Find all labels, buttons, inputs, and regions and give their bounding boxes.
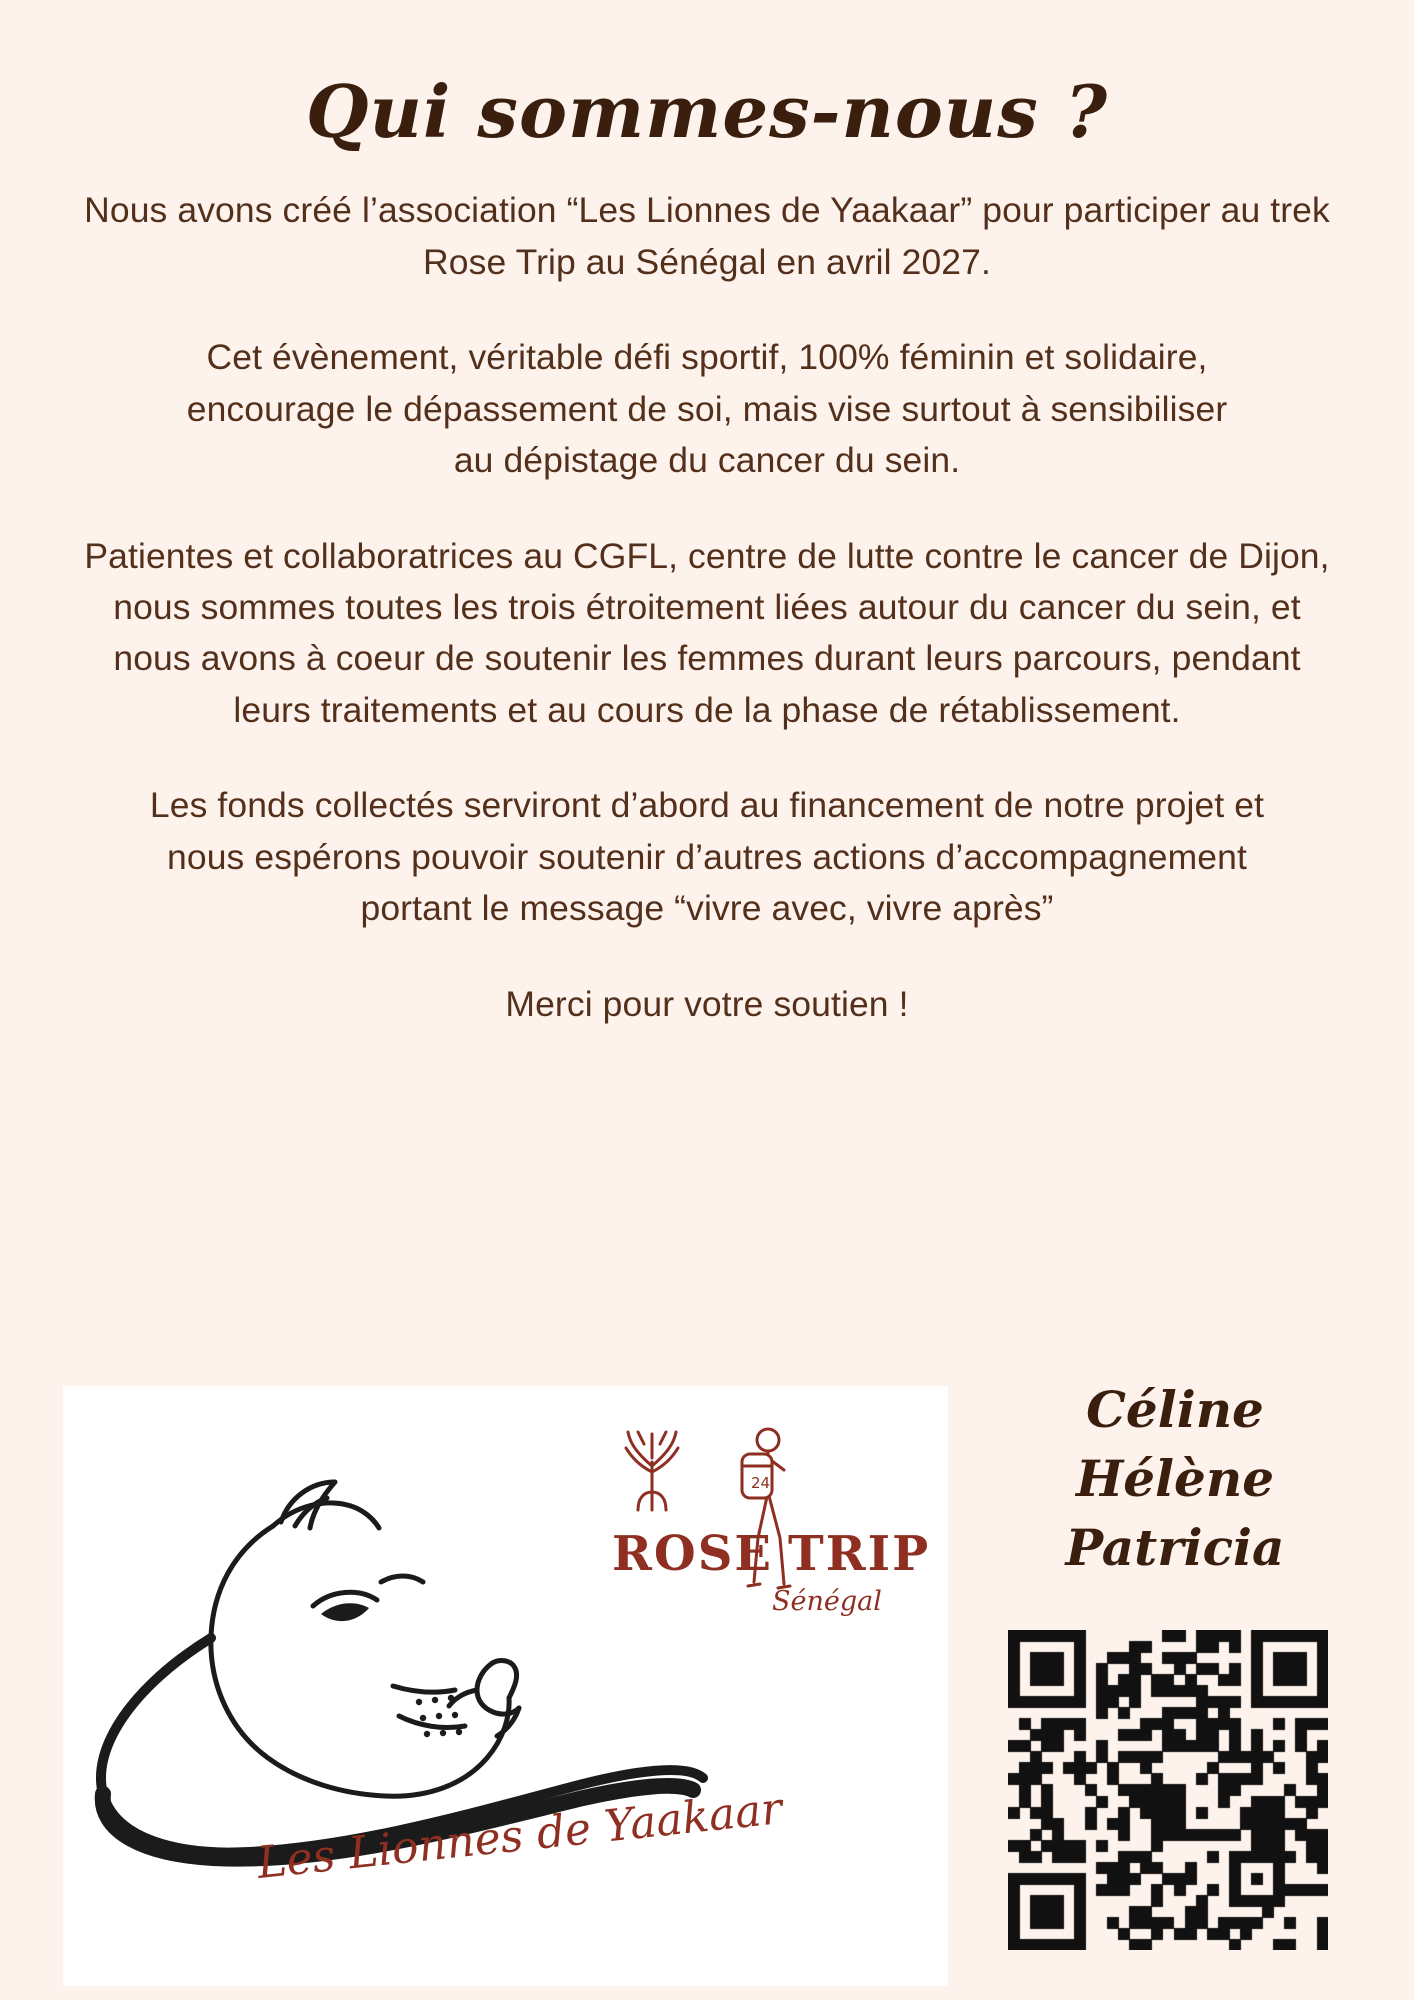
- rose-trip-word-rose: ROSE: [612, 1526, 773, 1582]
- paragraph-team: Patientes et collaboratrices au CGFL, centre de lutte contre le cancer de Dijon, nous sommes toutes les trois étroitement liées autour du cancer du sein, et nous avons à coeur de soutenir les femmes durant leurs parcours, pendant leurs traitements et au cours de la phase de rétablissement.: [84, 535, 1330, 730]
- backpack-number: 24: [751, 1474, 771, 1492]
- association-script-name: Les Lionnes de Yaakaar: [254, 1783, 785, 1889]
- body-copy: [47, 151, 1367, 1030]
- qr-code[interactable]: [1008, 1630, 1328, 1950]
- paragraph-thanks: Merci pour votre soutien !: [505, 983, 909, 1024]
- rose-trip-logo: [608, 1414, 931, 1664]
- page-title: Qui sommes-nous ?: [305, 69, 1109, 154]
- logo-card: [63, 1386, 948, 1986]
- paragraph-funds: Les fonds collectés serviront d’abord au financement de notre projet et nous espérons pouvoir soutenir d’autres actions d’accompagnement portant le message “vivre avec, vivre après”: [149, 785, 1265, 929]
- rose-trip-word-trip: TRIP: [788, 1526, 931, 1582]
- signature-celine: Céline: [1086, 1380, 1264, 1439]
- signature-helene: Hélène: [1075, 1449, 1275, 1508]
- signature-patricia: Patricia: [1065, 1518, 1285, 1577]
- signatures-block: [985, 1375, 1365, 1582]
- paragraph-event: Cet évènement, véritable défi sportif, 100% féminin et solidaire, encourage le dépassement de soi, mais vise surtout à sensibiliser au dépistage du cancer du sein.: [186, 337, 1228, 481]
- rose-trip-subtitle: Sénégal: [772, 1586, 882, 1617]
- footer-area: [0, 1375, 1414, 2000]
- paragraph-intro: Nous avons créé l’association “Les Lionnes de Yaakaar” pour participer au trek Rose Trip au Sénégal en avril 2027.: [84, 190, 1330, 282]
